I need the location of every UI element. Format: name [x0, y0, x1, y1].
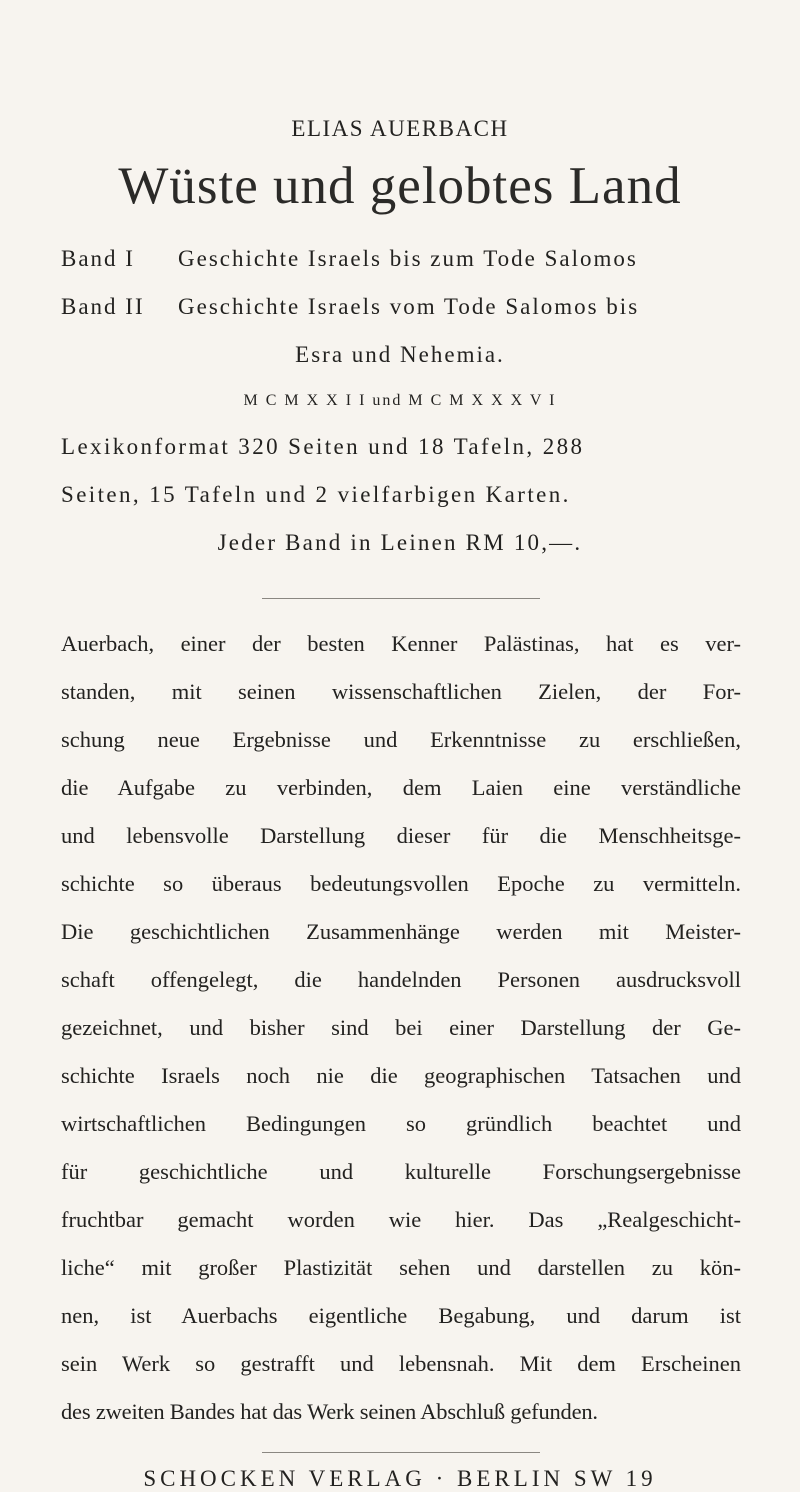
description-line: die Aufgabe zu verbinden, dem Laien eine verständliche — [61, 775, 741, 800]
format-line-2: Seiten, 15 Tafeln und 2 vielfarbigen Karten. — [61, 482, 571, 507]
publisher-imprint: SCHOCKEN VERLAG · BERLIN SW 19 — [143, 1466, 657, 1491]
author-name: ELIAS AUERBACH — [291, 116, 509, 141]
description-line: gezeichnet, und bisher sind bei einer Darstellung der Ge- — [61, 1015, 741, 1040]
description-line: schaft offengelegt, die handelnden Personen ausdrucksvoll — [61, 967, 741, 992]
description-line: sein Werk so gestrafft und lebensnah. Mit dem Erscheinen — [61, 1351, 741, 1376]
description-line: wirtschaftlichen Bedingungen so gründlich beachtet und — [61, 1111, 741, 1136]
price-line: Jeder Band in Leinen RM 10,—. — [217, 530, 583, 555]
description-line: nen, ist Auerbachs eigentliche Begabung, und darum ist — [61, 1303, 741, 1328]
description-line: schung neue Ergebnisse und Erkenntnisse zu erschließen, — [61, 727, 741, 752]
description-line: Die geschichtlichen Zusammenhänge werden mit Meister- — [61, 919, 741, 944]
volume-2-continuation: Esra und Nehemia. — [295, 342, 505, 367]
divider-bottom — [262, 1452, 540, 1453]
divider-top — [262, 598, 540, 599]
volume-2-label: Band II — [61, 294, 145, 319]
description-line: standen, mit seinen wissenschaftlichen Zielen, der For- — [61, 679, 741, 704]
book-title: Wüste und gelobtes Land — [118, 157, 682, 215]
description-line: schichte Israels noch nie die geographischen Tatsachen und — [61, 1063, 741, 1088]
description-line: für geschichtliche und kulturelle Forschungsergebnisse — [61, 1159, 741, 1184]
volume-2-line — [61, 294, 741, 320]
volume-2-text: Geschichte Israels vom Tode Salomos bis — [178, 294, 640, 319]
description-line: und lebensvolle Darstellung dieser für die Menschheitsge- — [61, 823, 741, 848]
publication-years: M C M X X I I und M C M X X X V I — [243, 392, 557, 409]
description-line: fruchtbar gemacht worden wie hier. Das „Realgeschicht- — [61, 1207, 741, 1232]
volume-1-line — [61, 246, 741, 272]
description-line: Auerbach, einer der besten Kenner Palästinas, hat es ver- — [61, 631, 741, 656]
description-line: liche“ mit großer Plastizität sehen und darstellen zu kön- — [61, 1255, 741, 1280]
volume-1-text: Geschichte Israels bis zum Tode Salomos — [178, 246, 638, 271]
format-line-1: Lexikonformat 320 Seiten und 18 Tafeln, 288 — [61, 434, 585, 459]
description-line: des zweiten Bandes hat das Werk seinen Abschluß gefunden. — [61, 1399, 598, 1424]
volume-1-label: Band I — [61, 246, 135, 271]
description-paragraph — [61, 620, 741, 1436]
description-line: schichte so überaus bedeutungsvollen Epoche zu vermitteln. — [61, 871, 741, 896]
